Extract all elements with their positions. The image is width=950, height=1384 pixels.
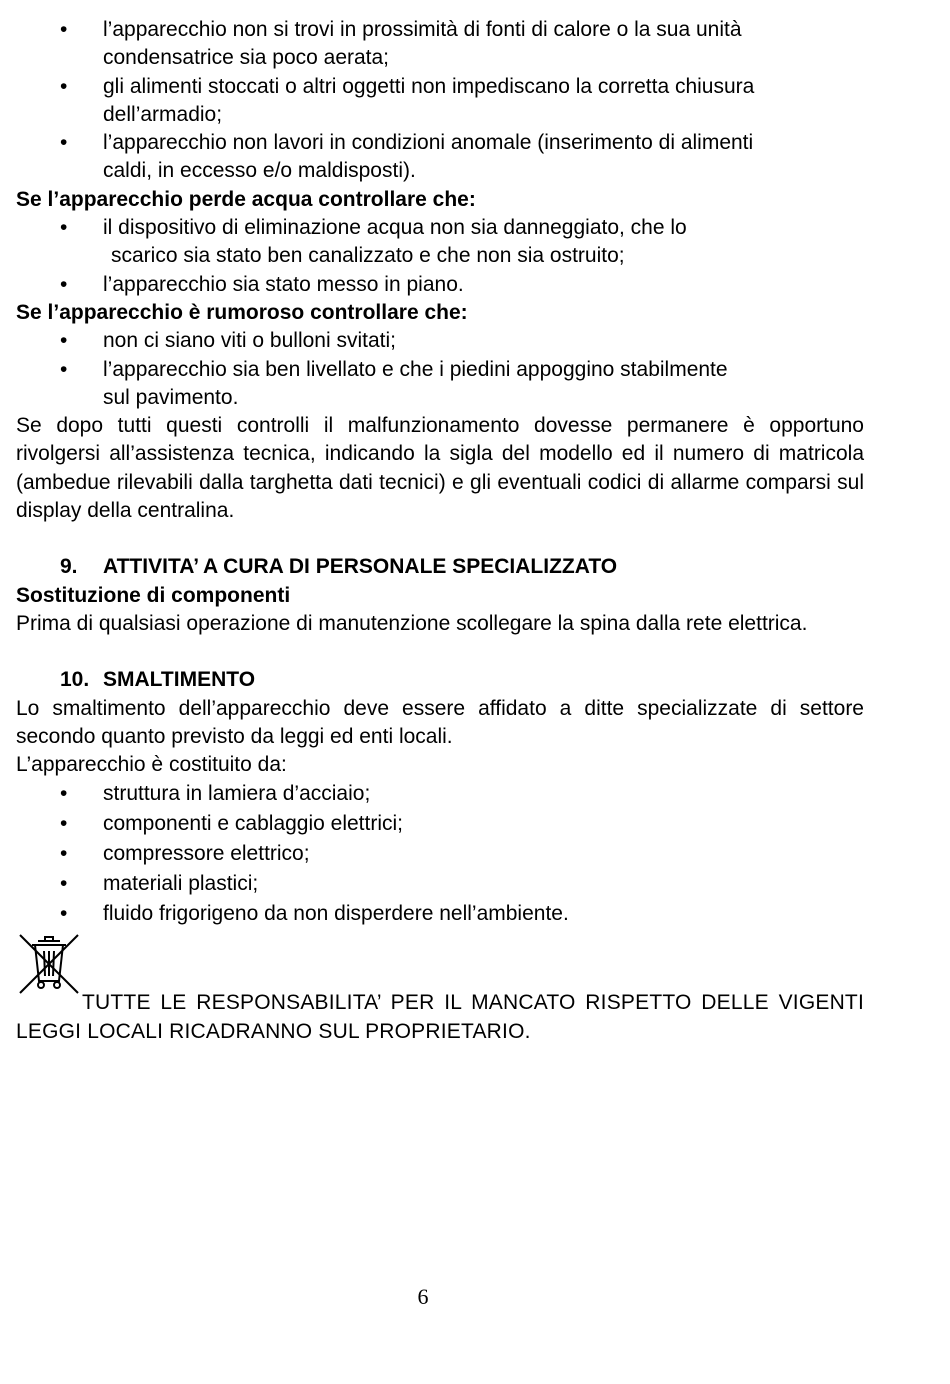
page-number: 6	[417, 1284, 429, 1309]
noise-heading: Se l’apparecchio è rumoroso controllare che:	[16, 300, 468, 324]
section-9-title	[16, 553, 864, 581]
section-9-text: Prima di qualsiasi operazione di manutenzione scollegare la spina dalla rete elettrica.	[16, 611, 808, 635]
crossed-out-wheelie-bin-icon	[16, 931, 82, 997]
list-item-text: sul pavimento.	[103, 385, 239, 409]
section-title-text: ATTIVITA’ A CURA DI PERSONALE SPECIALIZZATO	[103, 555, 618, 579]
composition-list	[16, 779, 864, 929]
section-10-title	[16, 666, 864, 694]
list-item-text: l’apparecchio sia ben livellato e che i piedini appoggino stabilmente	[103, 357, 728, 381]
spacer	[16, 525, 864, 553]
list-item	[16, 271, 864, 299]
list-item-text: condensatrice sia poco aerata;	[103, 46, 390, 70]
list-item-text: caldi, in eccesso e/o maldisposti).	[103, 159, 416, 183]
list-item	[16, 73, 864, 130]
list-item	[16, 327, 864, 355]
assistance-paragraph: Se dopo tutti questi controlli il malfunzionamento dovesse permanere è opportuno rivolgersi all’assistenza tecnica, indicando la sigla del modello ed il numero di matricola (ambedue rilevabili dalla targhetta dati tecnici) e gli eventuali codici di allarme comparsi sul display della centralina.	[16, 414, 864, 523]
list-item	[16, 129, 864, 186]
list-item	[16, 214, 864, 271]
list-item: • componenti e cablaggio elettrici;	[16, 809, 864, 839]
section-number: 10.	[60, 668, 90, 692]
weee-warning: TUTTE LE RESPONSABILITA’ PER IL MANCATO RISPETTO DELLE VIGENTI LEGGI LOCALI RICADRANNO SUL PROPRIETARIO.	[16, 991, 864, 1043]
list-item	[16, 356, 864, 413]
list-item-text: non ci siano viti o bulloni svitati;	[103, 329, 396, 353]
list-item: • materiali plastici;	[16, 869, 864, 899]
list-item-text: gli alimenti stoccati o altri oggetti non impediscano la corretta chiusura	[103, 74, 755, 98]
list-item	[16, 16, 864, 73]
section-title-text: SMALTIMENTO	[103, 668, 256, 692]
document-page	[16, 16, 864, 1046]
section-9-subheading: Sostituzione di componenti	[16, 583, 291, 607]
list-item-text: l’apparecchio non si trovi in prossimità di fonti di calore o la sua unità	[103, 18, 742, 41]
list-item-text: dell’armadio;	[103, 102, 223, 126]
section-10-text: Lo smaltimento dell’apparecchio deve essere affidato a ditte specializzate di settore secondo quanto previsto da leggi ed enti locali.	[16, 696, 864, 748]
spacer	[16, 638, 864, 666]
composition-intro: L’apparecchio è costituito da:	[16, 753, 287, 777]
list-item-text: • il dispositivo di eliminazione acqua non sia danneggiato, che lo	[103, 216, 687, 240]
spacer	[16, 929, 864, 989]
list-item: • fluido frigorigeno da non disperdere nell’ambiente.	[16, 899, 864, 929]
water-leak-heading: Se l’apparecchio perde acqua controllare che:	[16, 187, 476, 211]
list-item-text: l’apparecchio sia stato messo in piano.	[103, 272, 464, 296]
water-leak-list	[16, 214, 864, 299]
list-item-text: l’apparecchio non lavori in condizioni anomale (inserimento di alimenti	[103, 131, 754, 155]
noise-list	[16, 327, 864, 412]
intro-bullet-list	[16, 16, 864, 186]
list-item: • struttura in lamiera d’acciaio;	[16, 779, 864, 809]
section-number: 9.	[60, 555, 78, 579]
list-item-text: scarico sia stato ben canalizzato e che non sia ostruito;	[111, 244, 625, 268]
list-item: • compressore elettrico;	[16, 839, 864, 869]
weee-notice	[16, 989, 864, 1046]
